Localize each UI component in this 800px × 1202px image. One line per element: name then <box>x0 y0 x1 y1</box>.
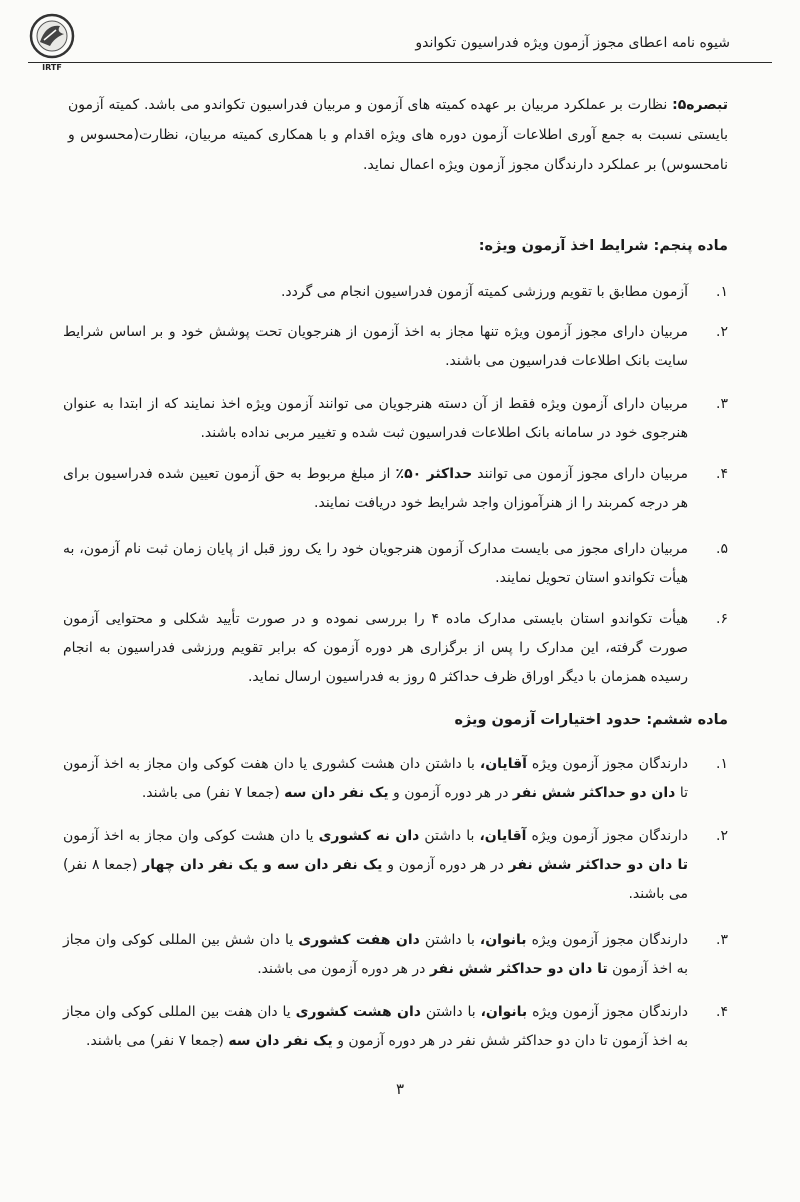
bold-text: دان هشت کشوری <box>295 1004 421 1020</box>
article-5-heading: ماده پنجم: شرایط اخذ آزمون ویژه: <box>478 238 728 254</box>
list-item-text <box>63 750 688 808</box>
list-item-number: ۵. <box>716 541 728 557</box>
bold-text: دان دو حداکثر شش نفر <box>512 785 676 801</box>
text-run: هیأت تکواندو استان بایستی مدارک ماده ۴ را بررسی نموده و در صورت تأیید شکلی و محتوایی آزمون صورت گرفته، این مدارک را پس از برگزاری هر دوره آزمون که برابر تقویم ورزشی فدراسیون به انجام رسیده همزمان با دیگر اوراق ظرف حداکثر ۵ روز به فدراسیون ارسال نماید. <box>63 611 688 685</box>
document-header-title: شیوه نامه اعطای مجوز آزمون ویژه فدراسیون تکواندو <box>415 35 730 51</box>
header-divider <box>28 62 772 63</box>
bold-text: یک نفر دان سه <box>228 1033 333 1049</box>
list-item <box>63 822 728 909</box>
bold-text: یک نفر دان سه <box>284 785 389 801</box>
list-item <box>63 318 728 376</box>
list-item-number: ۱. <box>716 756 728 772</box>
list-item-text <box>63 318 688 376</box>
list-item-text <box>63 926 688 984</box>
bold-text: دان نه کشوری <box>318 828 420 844</box>
federation-logo-icon <box>26 12 78 74</box>
note-5-paragraph <box>68 90 728 180</box>
article-6-heading: ماده ششم: حدود اختیارات آزمون ویژه <box>454 712 728 728</box>
text-run: در هر دوره آزمون و <box>382 857 509 873</box>
list-item <box>63 278 728 307</box>
bold-text: آقایان، <box>479 828 527 844</box>
text-run: یا دان هفت بین المللی کوکی وان مجاز به اخذ آزمون تا دان دو حداکثر شش نفر در هر دوره آزمون و <box>63 1004 688 1049</box>
list-item-number: ۲. <box>716 828 728 844</box>
bold-text: تا دان دو حداکثر شش نفر <box>508 857 689 873</box>
svg-text:IRTF: IRTF <box>42 63 62 72</box>
list-item-number: ۲. <box>716 324 728 340</box>
list-item-number: ۴. <box>716 1004 728 1020</box>
list-item-text <box>63 822 688 909</box>
list-item <box>63 535 728 593</box>
list-item-text <box>63 998 688 1056</box>
list-item-number: ۱. <box>716 284 728 300</box>
text-run: با داشتن <box>419 932 480 948</box>
list-item-number: ۳. <box>716 396 728 412</box>
text-run: مربیان دارای مجوز آزمون ویژه تنها مجاز به اخذ آزمون از هنرجویان تحت پوشش خود و بر اساس شرایط سایت بانک اطلاعات فدراسیون می باشند. <box>63 324 688 369</box>
list-item-number: ۴. <box>716 466 728 482</box>
list-item <box>63 605 728 692</box>
bold-text: حداکثر ۵۰٪ <box>395 466 473 482</box>
list-item <box>63 998 728 1056</box>
page-number: ۳ <box>395 1080 405 1098</box>
text-run: یا دان شش بین المللی کوکی وان مجاز به اخذ آزمون <box>63 932 688 977</box>
text-run: در هر دوره آزمون می باشند. <box>257 961 430 977</box>
bold-text: تا دان دو حداکثر شش نفر <box>429 961 608 977</box>
text-run: مربیان دارای آزمون ویژه فقط از آن دسته هنرجویان می توانند آزمون ویژه اخذ نمایند که از ابتدا به عنوان هنرجوی خود در سامانه بانک اطلاعات فدراسیون ثبت شده و تغییر مربی نداده باشند. <box>63 396 688 441</box>
text-run: مربیان دارای مجوز آزمون می توانند <box>472 466 688 482</box>
text-run: دارندگان مجوز آزمون ویژه <box>526 756 689 772</box>
list-item-text <box>63 605 688 692</box>
bold-text: بانوان، <box>479 932 527 948</box>
text-run: از مبلغ مربوط به حق آزمون تعیین شده فدراسیون برای هر درجه کمربند را از هنرآموزان واجد شرایط خود دریافت نمایند. <box>63 466 688 511</box>
text-run: در هر دوره آزمون و <box>388 785 513 801</box>
bold-text: بانوان، <box>480 1004 528 1020</box>
text-run: دارندگان مجوز آزمون ویژه <box>526 828 689 844</box>
list-item-number: ۶. <box>716 611 728 627</box>
text-run: با داشتن دان هشت کشوری یا دان هفت کوکی وان مجاز به اخذ آزمون تا <box>63 756 688 801</box>
list-item-number: ۳. <box>716 932 728 948</box>
text-run: با داشتن <box>419 828 480 844</box>
text-run: دارندگان مجوز آزمون ویژه <box>526 932 688 948</box>
text-run: با داشتن <box>420 1004 481 1020</box>
list-item <box>63 750 728 808</box>
list-item-text <box>63 460 688 518</box>
note-5-label: تبصره۵: <box>672 97 728 113</box>
text-run: (جمعا ۷ نفر) می باشند. <box>141 785 285 801</box>
note-5-text: نظارت بر عملکرد مربیان بر عهده کمیته های آزمون و مربیان فدراسیون تکواندو می باشد. کمیته آزمون بایستی نسبت به جمع آوری اطلاعات آزمون دوره های ویژه اقدام و با همکاری کمیته مربیان، نظارت(محسوس و نامحسوس) بر عملکرد دارندگان مجوز آزمون ویژه اعمال نماید. <box>68 97 728 173</box>
list-item-text <box>63 278 688 307</box>
text-run: یا دان هشت کوکی وان مجاز به اخذ آزمون <box>63 828 319 844</box>
list-item <box>63 390 728 448</box>
list-item-text <box>63 390 688 448</box>
text-run: (جمعا ۷ نفر) می باشند. <box>86 1033 229 1049</box>
list-item-text <box>63 535 688 593</box>
list-item <box>63 460 728 518</box>
text-run: دارندگان مجوز آزمون ویژه <box>527 1004 688 1020</box>
bold-text: آقایان، <box>479 756 527 772</box>
text-run: مربیان دارای مجوز می بایست مدارک آزمون هنرجویان خود را یک روز قبل از پایان زمان ثبت نام آزمون، به هیأت تکواندو استان تحویل نمایند. <box>63 541 688 586</box>
text-run: آزمون مطابق با تقویم ورزشی کمیته آزمون فدراسیون انجام می گردد. <box>280 284 688 300</box>
text-run: (جمعا ۸ نفر) می باشند. <box>63 857 688 902</box>
bold-text: یک نفر دان سه و یک نفر دان چهار <box>142 857 383 873</box>
list-item <box>63 926 728 984</box>
bold-text: دان هفت کشوری <box>298 932 420 948</box>
